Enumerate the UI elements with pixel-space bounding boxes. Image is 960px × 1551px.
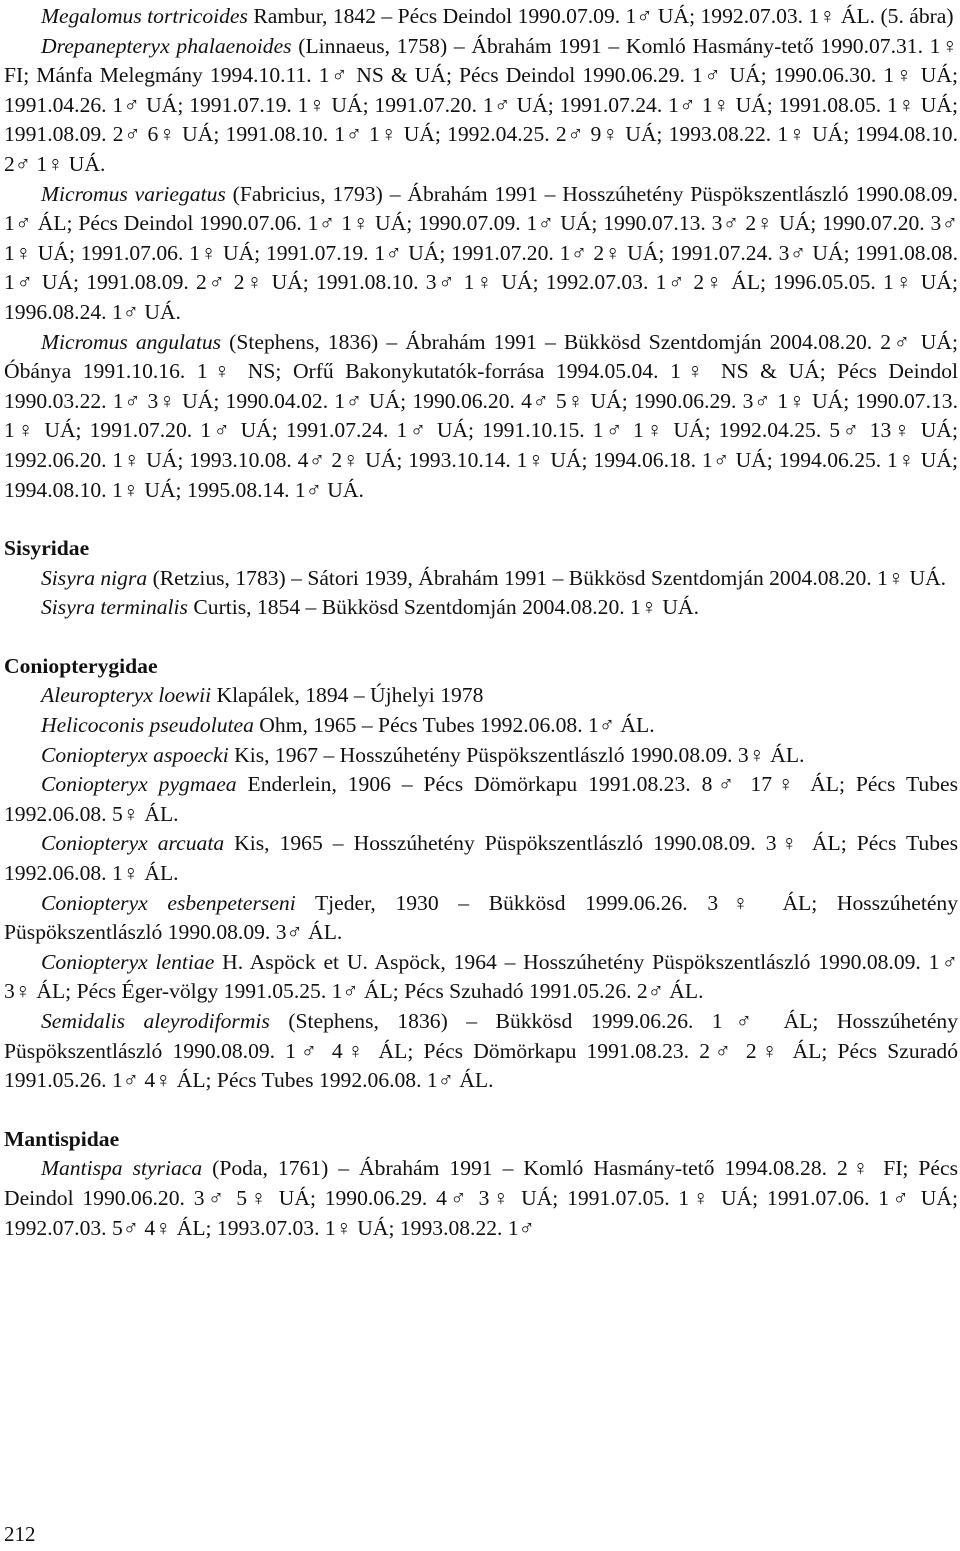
- family-section-sisyridae: [4, 534, 958, 623]
- species-name: Sisyra nigra: [41, 565, 148, 590]
- species-name: Coniopteryx pygmaea: [41, 772, 237, 797]
- section-spacer: [4, 1096, 958, 1125]
- species-entry: [4, 741, 958, 771]
- section-spacer: [4, 505, 958, 534]
- species-entry: [4, 1154, 958, 1243]
- species-entry: [4, 32, 958, 180]
- species-name: Drepanepteryx phalaenoides: [41, 33, 292, 58]
- species-record: Enderlein, 1906 – Pécs Dömörkapu 1991.08.23. 8♂ 17♀ ÁL; Pécs Tubes 1992.06.08. 5♀ ÁL.: [4, 772, 958, 826]
- species-entry: [4, 593, 958, 623]
- document-page: [4, 0, 958, 1551]
- species-entry: [4, 889, 958, 948]
- species-entry: [4, 711, 958, 741]
- family-heading: Sisyridae: [4, 536, 90, 561]
- species-record: Curtis, 1854 – Bükkösd Szentdomján 2004.08.20. 1♀ UÁ.: [187, 595, 700, 620]
- species-record: Tjeder, 1930 – Bükkösd 1999.06.26. 3♀ ÁL; Hosszúhetény Püspökszentlászló 1990.08.09. 3♂ ÁL.: [4, 890, 958, 945]
- species-record: Klapálek, 1894 – Újhelyi 1978: [211, 683, 484, 708]
- species-record: (Linnaeus, 1758) – Ábrahám 1991 – Komló Hasmány-tető 1990.07.31. 1♀ FI; Mánfa Melegmány 1994.10.11. 1♂ NS & UÁ; Pécs Deindol 1990.06.29. 1♂ UÁ; 1990.06.30. 1♀ UÁ; 1991.04.26. 1♂ UÁ; 1991.07.19. 1♀ UÁ; 1991.07.20. 1♂ UÁ; 1991.07.24. 1♂ 1♀ UÁ; 1991.08.05. 1♀ UÁ; 1991.08.09. 2♂ 6♀ UÁ; 1991.08.10. 1♂ 1♀ UÁ; 1992.04.25. 2♂ 9♀ UÁ; 1993.08.22. 1♀ UÁ; 1994.08.10. 2♂ 1♀ UÁ.: [4, 33, 958, 176]
- species-record: (Fabricius, 1793) – Ábrahám 1991 – Hosszúhetény Püspökszentlászló 1990.08.09. 1♂ ÁL; Pécs Deindol 1990.07.06. 1♂ 1♀ UÁ; 1990.07.09. 1♂ UÁ; 1990.07.13. 3♂ 2♀ UÁ; 1990.07.20. 3♂ 1♀ UÁ; 1991.07.06. 1♀ UÁ; 1991.07.19. 1♂ UÁ; 1991.07.20. 1♂ 2♀ UÁ; 1991.07.24. 3♂ UÁ; 1991.08.08. 1♂ UÁ; 1991.08.09. 2♂ 2♀ UÁ; 1991.08.10. 3♂ 1♀ UÁ; 1992.07.03. 1♂ 2♀ ÁL; 1996.05.05. 1♀ UÁ; 1996.08.24. 1♂ UÁ.: [4, 181, 959, 324]
- species-record: Kis, 1967 – Hosszúhetény Püspökszentlászló 1990.08.09. 3♀ ÁL.: [228, 742, 805, 767]
- species-record: (Stephens, 1836) – Bükkösd 1999.06.26. 1♂ ÁL; Hosszúhetény Püspökszentlászló 1990.08.09. 1♂ 4♀ ÁL; Pécs Dömörkapu 1991.08.23. 2♂ 2♀ ÁL; Pécs Szuradó 1991.05.26. 1♂ 4♀ ÁL; Pécs Tubes 1992.06.08. 1♂ ÁL.: [4, 1009, 958, 1093]
- species-name: Helicoconis pseudolutea: [41, 713, 254, 738]
- species-record: (Poda, 1761) – Ábrahám 1991 – Komló Hasmány-tető 1994.08.28. 2♀ FI; Pécs Deindol 1990.06.20. 3♂ 5♀ UÁ; 1990.06.29. 4♂ 3♀ UÁ; 1991.07.05. 1♀ UÁ; 1991.07.06. 1♂ UÁ; 1992.07.03. 5♂ 4♀ ÁL; 1993.07.03. 1♀ UÁ; 1993.08.22. 1♂: [4, 1156, 958, 1240]
- species-entry: [4, 564, 958, 594]
- species-entry: [4, 770, 958, 829]
- species-name: Micromus variegatus: [41, 181, 226, 206]
- species-name: Megalomus tortricoides: [41, 4, 248, 28]
- species-name: Coniopteryx lentiae: [41, 949, 215, 974]
- species-name: Micromus angulatus: [41, 329, 222, 354]
- species-entry: [4, 1007, 958, 1096]
- species-record: (Retzius, 1783) – Sátori 1939, Ábrahám 1991 – Bükkösd Szentdomján 2004.08.20. 1♀ UÁ.: [147, 565, 947, 590]
- species-name: Coniopteryx esbenpeterseni: [41, 890, 296, 915]
- species-record: (Stephens, 1836) – Ábrahám 1991 – Bükkösd Szentdomján 2004.08.20. 2♂ UÁ; Óbánya 1991.10.16. 1♀ NS; Orfű Bakonykutatók-forrása 1994.05.04. 1♀ NS & UÁ; Pécs Deindol 1990.03.22. 1♂ 3♀ UÁ; 1990.04.02. 1♂ UÁ; 1990.06.20. 4♂ 5♀ UÁ; 1990.06.29. 3♂ 1♀ UÁ; 1990.07.13. 1♀ UÁ; 1991.07.20. 1♂ UÁ; 1991.07.24. 1♂ UÁ; 1991.10.15. 1♂ 1♀ UÁ; 1992.04.25. 5♂ 13♀ UÁ; 1992.06.20. 1♀ UÁ; 1993.10.08. 4♂ 2♀ UÁ; 1993.10.14. 1♀ UÁ; 1994.06.18. 1♂ UÁ; 1994.06.25. 1♀ UÁ; 1994.08.10. 1♀ UÁ; 1995.08.14. 1♂ UÁ.: [4, 329, 958, 502]
- family-section-continuation: [4, 2, 958, 505]
- page-number: 212: [4, 1522, 36, 1546]
- species-record: Rambur, 1842 – Pécs Deindol 1990.07.09. 1♂ UÁ; 1992.07.03. 1♀ ÁL. (5. ábra): [247, 4, 954, 28]
- species-entry: [4, 681, 958, 711]
- species-entry: [4, 2, 958, 32]
- species-entry: [4, 328, 958, 506]
- species-name: Coniopteryx aspoecki: [41, 742, 229, 767]
- species-entry: [4, 948, 958, 1007]
- species-entry: [4, 180, 958, 328]
- species-record: Kis, 1965 – Hosszúhetény Püspökszentlászló 1990.08.09. 3♀ ÁL; Pécs Tubes 1992.06.08. 1♀ ÁL.: [4, 831, 958, 886]
- species-name: Semidalis aleyrodiformis: [41, 1009, 270, 1033]
- species-name: Coniopteryx arcuata: [41, 831, 225, 856]
- family-heading: Mantispidae: [4, 1126, 120, 1151]
- species-name: Mantispa styriaca: [41, 1156, 203, 1181]
- species-entry: [4, 829, 958, 888]
- species-record: Ohm, 1965 – Pécs Tubes 1992.06.08. 1♂ ÁL.: [253, 713, 655, 738]
- family-heading: Coniopterygidae: [4, 653, 158, 678]
- species-name: Aleuropteryx loewii: [41, 683, 212, 708]
- family-section-coniopterygidae: [4, 652, 958, 1096]
- section-spacer: [4, 623, 958, 652]
- species-name: Sisyra terminalis: [41, 595, 188, 620]
- species-record: H. Aspöck et U. Aspöck, 1964 – Hosszúhetény Püspökszentlászló 1990.08.09. 1♂ 3♀ ÁL; Pécs Éger-völgy 1991.05.25. 1♂ ÁL; Pécs Szuhadó 1991.05.26. 2♂ ÁL.: [4, 949, 959, 1004]
- family-section-mantispidae: [4, 1125, 958, 1243]
